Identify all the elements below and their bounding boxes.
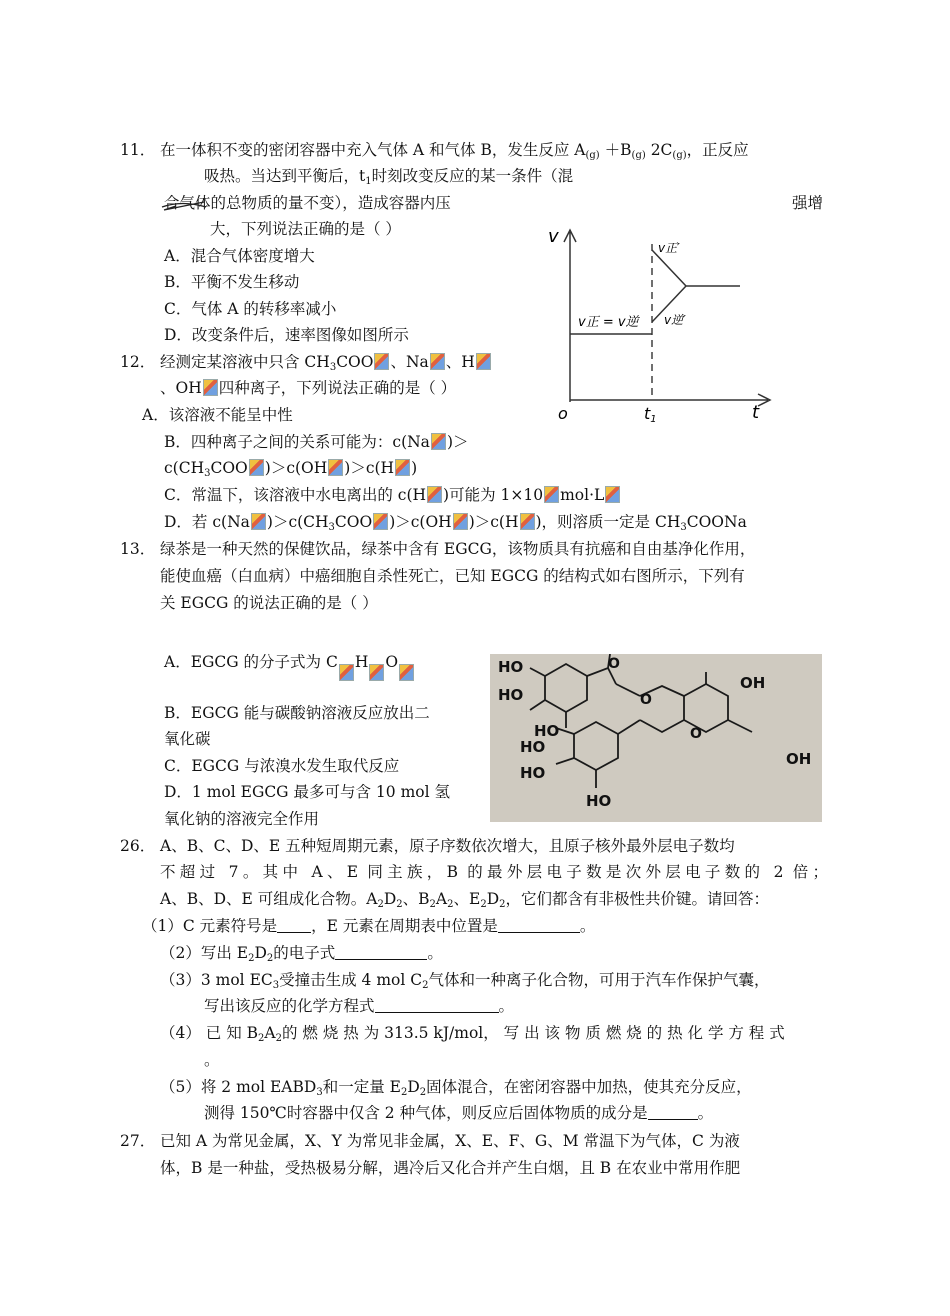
image-placeholder-icon: [605, 486, 620, 503]
option-b: B．四种离子之间的关系可能为：c(Na )＞: [164, 433, 469, 451]
option-b: B．EGCG 能与碳酸钠溶液反应放出二: [164, 704, 430, 722]
part-1: （1）C 元素符号是 ，E 元素在周期表中位置是 。: [142, 917, 596, 935]
oh-label: OH: [740, 674, 766, 692]
question-text: 体，B 是一种盐，受热极易分解，遇冷后又化合并产生白烟，且 B 在农业中常用作肥: [160, 1159, 741, 1177]
y-axis: [564, 230, 576, 402]
graph-t-label: t: [752, 402, 760, 422]
option-d: D．改变条件后，速率图像如图所示: [164, 326, 409, 344]
option-d: D．1 mol EGCG 最多可与含 10 mol 氢: [164, 783, 450, 801]
ho-label: HO: [520, 764, 546, 782]
image-placeholder-icon: [430, 353, 445, 370]
option-b-cont: $c(CH_3COO$ )＞c(OH )＞c(H ): [164, 459, 418, 479]
graph-origin-label: o: [558, 404, 568, 422]
option-c: C．常温下，该溶液中水电离出的 c(H )可能为 1×10 mol·L: [164, 485, 621, 505]
o-label: O: [690, 726, 702, 742]
question-text: 能使血癌（白血病）中癌细胞自杀性死亡，已知 EGCG 的结构式如右图所示，下列有: [160, 567, 745, 585]
part-2: （2）写出 $E_2D_2$的电子式 。: [160, 944, 443, 964]
question-text: 绿茶是一种天然的保健饮品，绿茶中含有 EGCG，该物质具有抗癌和自由基净化作用，: [160, 540, 756, 558]
option-a: A．EGCG 的分子式为 C H O: [164, 652, 415, 681]
image-placeholder-icon: [476, 353, 491, 370]
image-placeholder-icon: [453, 513, 468, 530]
ho-label: HO: [498, 658, 524, 676]
part-5-cont: 测得 150℃时容器中仅含 2 种气体，则反应后固体物质的成分是 。: [204, 1104, 714, 1122]
option-d-cont: 氧化钠的溶液完全作用: [164, 810, 320, 828]
question-text: 在一体积不变的密闭容器中充入气体 A 和气体 B，发生反应 $A_{(g)} +B_{(g)}$ $2C_{(g)}$，正反应: [160, 141, 749, 161]
option-d: D．若 c(Na )$>c(CH_3COO$ )＞c(OH )＞c(H )，则溶质一定是 $CH_3COONa$: [164, 513, 747, 533]
question-text: 已知 A 为常见金属，X、Y 为常见非金属，X、E、F、G、M 常温下为气体，C 为液: [160, 1132, 740, 1150]
option-a: A．该溶液不能呈中性: [142, 406, 293, 424]
scribble-mark: [160, 198, 210, 214]
option-b: B．平衡不发生移动: [164, 273, 300, 291]
question-text: 合气体的总物质的量不变），造成容器内压: [164, 194, 451, 212]
image-placeholder-icon: [328, 459, 343, 476]
rate-graph: [540, 222, 790, 422]
image-placeholder-icon: [427, 486, 442, 503]
image-placeholder-icon: [373, 513, 388, 530]
x-axis: [570, 394, 770, 406]
question-text: 经测定某溶液中只含 $CH_3COO$ 、Na 、H: [160, 352, 492, 372]
o-label: O: [608, 656, 620, 672]
answer-blank[interactable]: [277, 918, 311, 933]
o-label: O: [640, 692, 652, 708]
image-placeholder-icon: [251, 513, 266, 530]
image-placeholder-icon: [399, 664, 414, 681]
graph-eq-label: v正 = v逆: [578, 315, 639, 330]
graph-vneg-label: v逆′: [664, 313, 686, 327]
egcg-structure-image: [490, 654, 822, 822]
image-placeholder-icon: [249, 459, 264, 476]
image-placeholder-icon: [374, 353, 389, 370]
ho-label: HO: [520, 738, 546, 756]
option-b-cont: 氧化碳: [164, 730, 211, 748]
question-text: 强增: [792, 194, 824, 212]
question-text: A、B、D、E 可组成化合物。$A_2D_2$、$B_2A_2$、$E_2D_2$，它们都含有非极性共价键。请回答：: [160, 890, 770, 910]
image-placeholder-icon: [520, 513, 535, 530]
question-text: A、B、C、D、E 五种短周期元素，原子序数依次增大，且原子核外最外层电子数均: [160, 837, 735, 855]
answer-blank[interactable]: [375, 998, 499, 1013]
rate-curves: [652, 250, 740, 322]
answer-blank[interactable]: [498, 918, 580, 933]
part-3: （3）3 mol $EC_3$受撞击生成 4 mol $C_2$气体和一种离子化合物，可用于汽车作保护气囊，: [160, 971, 770, 991]
part-3-cont: 写出该反应的化学方程式 。: [204, 997, 515, 1015]
question-text: 吸热。当达到平衡后，$t_1$时刻改变反应的某一条件（混: [204, 167, 574, 187]
question-text: 大，下列说法正确的是（ ）: [210, 220, 401, 238]
image-placeholder-icon: [339, 664, 354, 681]
ho-label: HO: [586, 792, 612, 810]
image-placeholder-icon: [203, 379, 218, 396]
question-number: 11．: [120, 141, 156, 159]
ho-label: HO: [498, 686, 524, 704]
question-text: 不超过 7。其中 A、E 同主族，B 的最外层电子数是次外层电子数的 2 倍；: [160, 863, 828, 881]
question-number: 13．: [120, 540, 156, 558]
question-text: 关 EGCG 的说法正确的是（ ）: [160, 594, 378, 612]
option-c: C．EGCG 与浓溴水发生取代反应: [164, 757, 400, 775]
graph-t1-label: t1: [644, 404, 657, 422]
option-c: C．气体 A 的转移率减小: [164, 300, 337, 318]
question-number: 26．: [120, 837, 156, 855]
image-placeholder-icon: [431, 433, 446, 450]
question-text: 、OH 四种离子，下列说法正确的是（ ）: [160, 379, 457, 397]
graph-vpos-label: v正′: [658, 241, 680, 255]
ho-label: HO: [534, 722, 560, 740]
part-5: （5）将 2 mol $EABD_3$和一定量 $E_2D_2$固体混合，在密闭容器中加热，使其充分反应，: [160, 1078, 752, 1098]
image-placeholder-icon: [369, 664, 384, 681]
part-4-cont: 。: [204, 1051, 220, 1069]
answer-blank[interactable]: [648, 1105, 698, 1120]
question-number: 27．: [120, 1132, 156, 1150]
graph-v-label: v: [548, 226, 559, 247]
image-placeholder-icon: [544, 486, 559, 503]
answer-blank[interactable]: [335, 945, 427, 960]
option-a: A．混合气体密度增大: [164, 247, 315, 265]
oh-label: OH: [786, 750, 812, 768]
image-placeholder-icon: [395, 459, 410, 476]
question-number: 12．: [120, 353, 156, 371]
part-4: （4） 已 知 $B_2A_2$的 燃 烧 热 为 313.5 kJ/mol， 写 出 该 物 质 燃 烧 的 热 化 学 方 程 式: [160, 1024, 785, 1044]
